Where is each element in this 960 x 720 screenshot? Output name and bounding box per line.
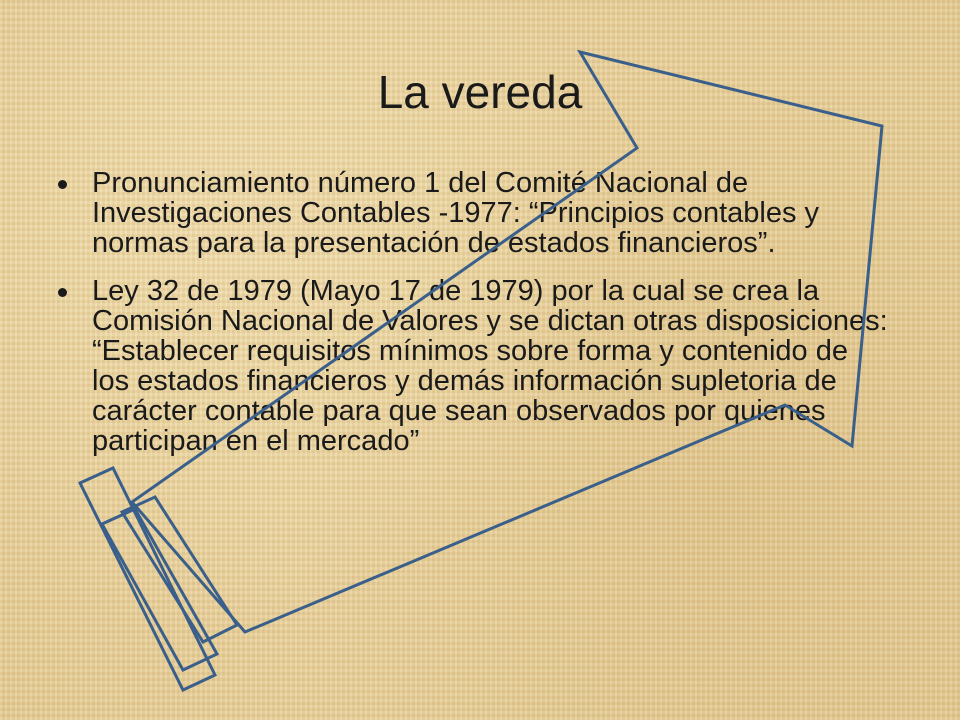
arrow-tail-stripe: [80, 468, 215, 690]
slide-title: La vereda: [377, 66, 583, 118]
bullet-dot-icon: [58, 180, 67, 189]
bullet-item: [52, 276, 892, 456]
arrow-tail-stripe: [102, 509, 217, 670]
bullet-item: [52, 168, 892, 258]
bullet-text: Ley 32 de 1979 (Mayo 17 de 1979) por la cual se crea la Comisión Nacional de Valores y se dictan otras disposiciones: “Establecer requisitos mínimos sobre forma y contenido de los estados financieros y demás información supletoria de carácter contable para que sean observados por quienes participan en el mercado”: [92, 275, 888, 457]
arrow-tail-stripe: [122, 497, 237, 642]
bullet-list: [52, 168, 892, 474]
bullet-text: Pronunciamiento número 1 del Comité Nacional de Investigaciones Contables -1977: “Principios contables y normas para la presentación de estados financieros”.: [92, 167, 820, 259]
bullet-dot-icon: [58, 288, 67, 297]
